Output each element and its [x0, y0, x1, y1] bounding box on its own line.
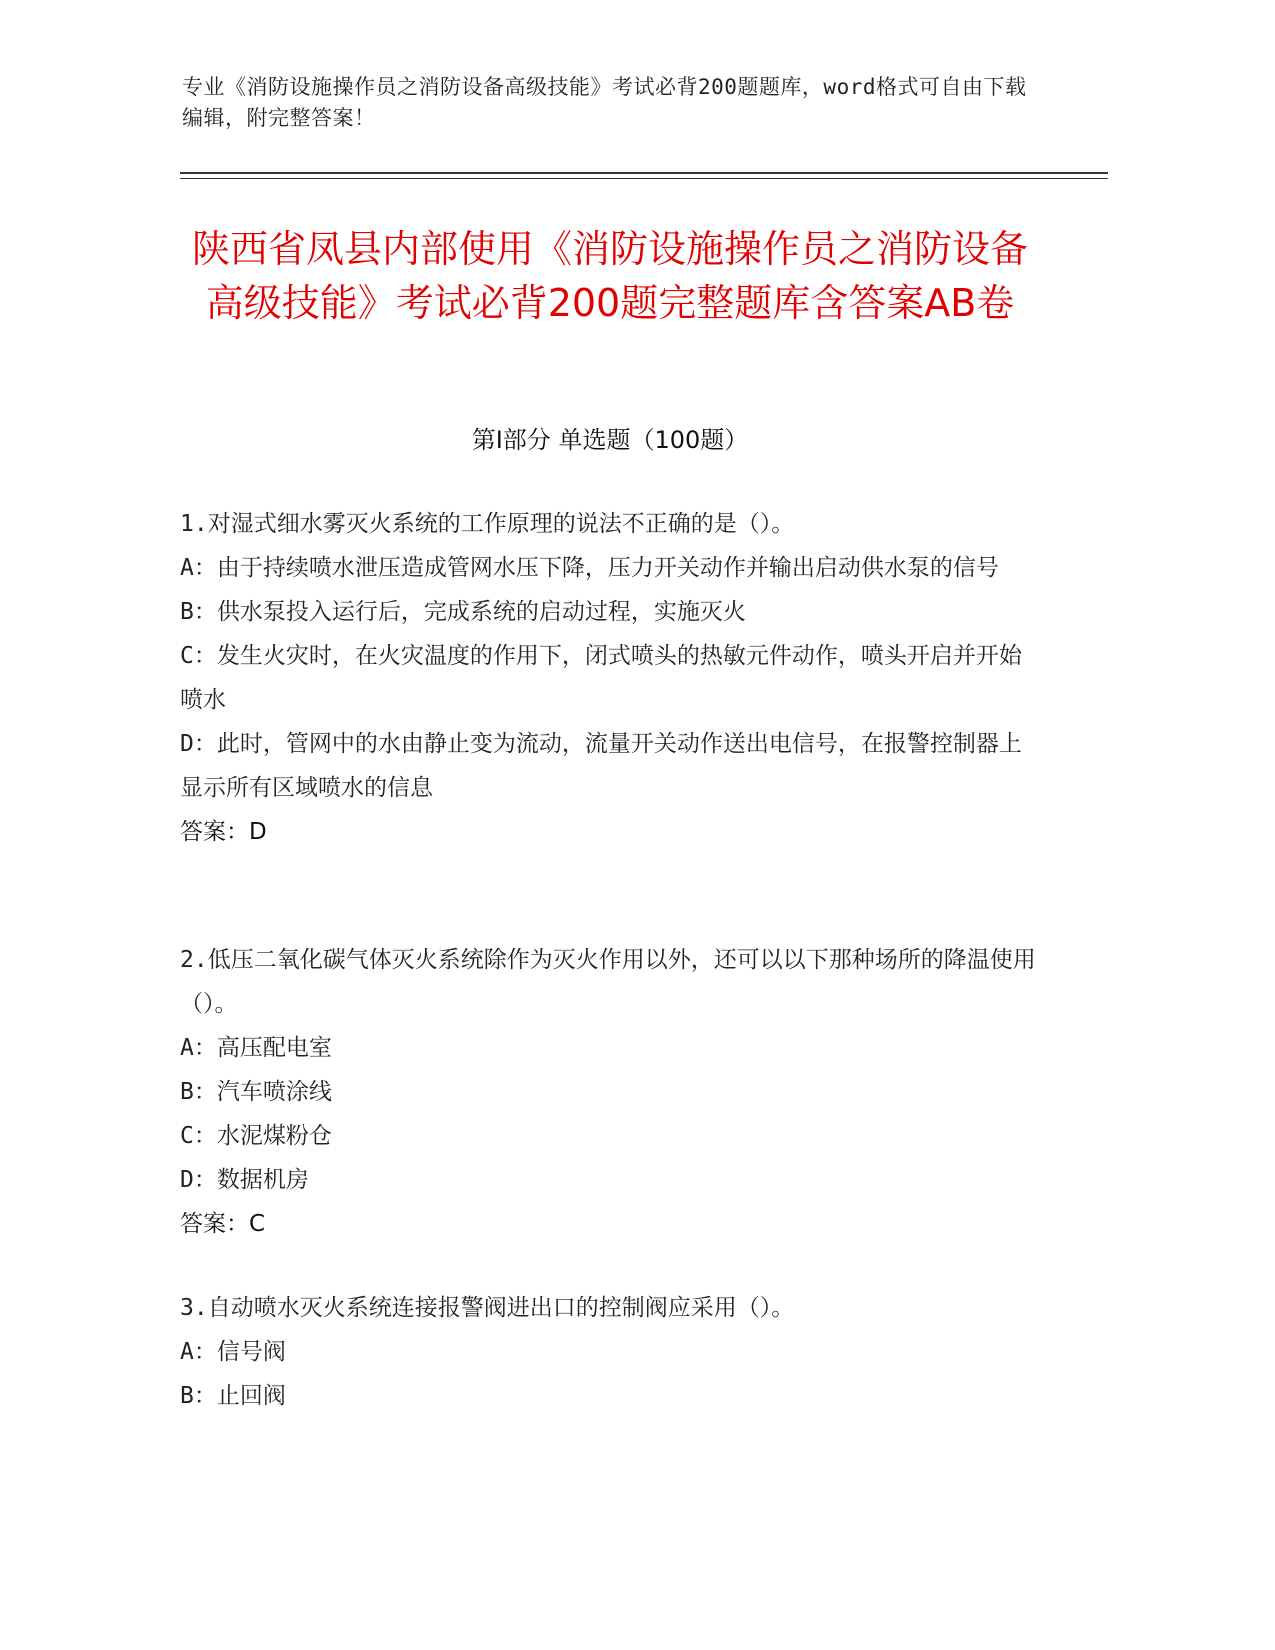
document-title: 陕西省凤县内部使用《消防设施操作员之消防设备高级技能》考试必背200题完整题库含答案AB卷 [191, 227, 1028, 325]
question-2 [180, 938, 1040, 1246]
option-b: B：汽车喷涂线 [180, 1079, 332, 1105]
section-title: 第Ⅰ部分 单选题（100题） [471, 426, 749, 454]
option-c: C：发生火灾时，在火灾温度的作用下，闭式喷头的热敏元件动作，喷头开启并开始喷水 [180, 643, 1022, 713]
option-a: A：信号阀 [180, 1339, 286, 1365]
answer: 答案：D [180, 819, 267, 845]
option-d: D：此时，管网中的水由静止变为流动，流量开关动作送出电信号，在报警控制器上显示所有区域喷水的信息 [180, 731, 1022, 801]
question-3 [180, 1286, 1040, 1418]
option-d: D：数据机房 [180, 1167, 309, 1193]
option-b: B：供水泵投入运行后，完成系统的启动过程，实施灭火 [180, 599, 746, 625]
header-note: 专业《消防设施操作员之消防设备高级技能》考试必背200题题库，word格式可自由下载编辑，附完整答案！ [182, 75, 1027, 130]
option-b: B：止回阀 [180, 1383, 286, 1409]
question-stem: 1.对湿式细水雾灭火系统的工作原理的说法不正确的是（）。 [180, 511, 795, 537]
question-stem: 2.低压二氧化碳气体灭火系统除作为灭火作用以外，还可以以下那种场所的降温使用（）。 [180, 947, 1036, 1017]
header-rule-thin [180, 178, 1108, 179]
question-1 [180, 502, 1040, 854]
option-c: C：水泥煤粉仓 [180, 1123, 332, 1149]
option-a: A：高压配电室 [180, 1035, 332, 1061]
option-a: A：由于持续喷水泄压造成管网水压下降，压力开关动作并输出启动供水泵的信号 [180, 555, 999, 581]
header-rule-thick [180, 172, 1108, 174]
answer: 答案：C [180, 1211, 266, 1237]
question-stem: 3.自动喷水灭火系统连接报警阀进出口的控制阀应采用（）。 [180, 1295, 795, 1321]
